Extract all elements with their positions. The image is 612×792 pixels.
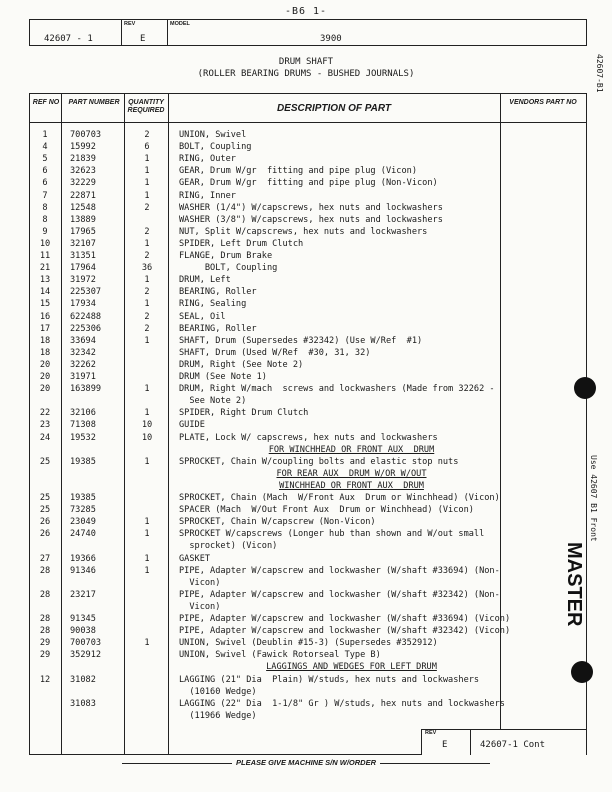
description-cell: SPIDER, Left Drum Clutch: [179, 238, 304, 249]
ref-cell: 12: [39, 674, 51, 685]
part-number-cell: 71308: [70, 420, 96, 431]
description-cell: SEAL, Oil: [179, 311, 226, 322]
part-number-cell: 19385: [70, 493, 96, 503]
ref-cell: 7: [42, 190, 48, 201]
description-cell: DRUM, Right W/mach screws and lockwashers (Made from 32262 -: [179, 384, 495, 395]
description-cell: DRUM, Left: [179, 275, 231, 286]
ref-cell: 8: [42, 214, 48, 225]
page-number: -B6 1-: [284, 6, 328, 17]
description-cell: SPIDER, Right Drum Clutch: [179, 408, 309, 419]
ref-cell: 18: [39, 335, 51, 346]
part-number-cell: 15992: [70, 142, 96, 153]
quantity-cell: 1: [144, 275, 150, 286]
footer-rev-label: REV: [425, 730, 437, 736]
description-cell: (10160 Wedge): [179, 686, 257, 697]
ref-cell: 8: [42, 202, 48, 213]
part-number-cell: 700703: [70, 130, 102, 140]
quantity-cell: 2: [144, 323, 150, 334]
section-heading: FOR REAR AUX DRUM W/OR W/OUT: [276, 468, 427, 479]
section-heading: WINCHHEAD OR FRONT AUX DRUM: [279, 480, 424, 491]
quantity-cell: 1: [144, 565, 150, 576]
description-cell: SPACER (Mach W/Out Front Aux Drum or Winchhead) (Vicon): [179, 505, 474, 516]
part-number-cell: 17934: [70, 299, 96, 310]
part-number-cell: 12548: [70, 202, 96, 213]
footer-cont: 42607-1 Cont: [480, 740, 546, 750]
punch-hole-top: [574, 377, 596, 399]
description-cell: PIPE, Adapter W/capscrew and lockwasher (W/shaft #33694) (Vicon): [179, 614, 511, 624]
ref-cell: 28: [39, 614, 51, 624]
part-number-cell: 352912: [70, 650, 102, 661]
ref-cell: 25: [39, 505, 51, 516]
quantity-cell: 36: [141, 263, 153, 274]
description-cell: UNION, Swivel (Fawick Rotorseal Type B): [179, 650, 381, 661]
description-cell: (11966 Wedge): [179, 710, 257, 721]
ref-cell: 27: [39, 553, 51, 564]
part-number-cell: 23049: [70, 517, 96, 528]
part-number-cell: 24740: [70, 529, 96, 540]
ref-cell: 20: [39, 372, 51, 382]
description-cell: RING, Inner: [179, 190, 236, 201]
ref-cell: 9: [42, 226, 48, 237]
ref-cell: 29: [39, 638, 51, 649]
side-ref-top: 42607-B1: [595, 54, 604, 93]
ref-cell: 18: [39, 347, 51, 358]
quantity-cell: 1: [144, 517, 150, 528]
header-description: DESCRIPTION OF PART: [276, 103, 392, 114]
part-number-cell: 225306: [70, 323, 102, 334]
description-cell: FLANGE, Drum Brake: [179, 251, 273, 261]
quantity-cell: 2: [144, 130, 150, 140]
description-cell: BEARING, Roller: [179, 323, 257, 334]
description-cell: BOLT, Coupling: [179, 263, 278, 274]
part-number-cell: 163899: [70, 384, 102, 395]
description-cell: UNION, Swivel (Deublin #15-3) (Supersedes #352912): [179, 638, 438, 649]
part-number-cell: 622488: [70, 311, 102, 322]
model-label: MODEL: [170, 21, 190, 27]
part-number-cell: 91345: [70, 614, 96, 624]
part-number-cell: 32342: [70, 347, 96, 358]
ref-cell: 20: [39, 359, 51, 370]
section-heading: FOR WINCHHEAD OR FRONT AUX DRUM: [268, 444, 435, 455]
ref-cell: 26: [39, 517, 51, 528]
part-number-cell: 19385: [70, 456, 96, 467]
part-number-cell: 91346: [70, 565, 96, 576]
header-vendor: VENDORS PART NO: [509, 99, 577, 106]
part-number-cell: 225307: [70, 287, 102, 298]
ref-cell: 6: [42, 166, 48, 177]
description-cell: WASHER (3/8") W/capscrews, hex nuts and lockwashers: [179, 214, 443, 225]
part-number-cell: 31083: [70, 698, 96, 709]
description-cell: LAGGING (21" Dia Plain) W/studs, hex nuts and lockwashers: [179, 674, 480, 685]
description-cell: Vicon): [179, 601, 221, 612]
ref-cell: 29: [39, 650, 51, 661]
ref-cell: 24: [39, 432, 51, 443]
rev-label: REV: [124, 21, 136, 27]
description-cell: SPROCKET, Chain W/coupling bolts and elastic stop nuts: [179, 456, 459, 467]
quantity-cell: 10: [141, 432, 153, 443]
description-cell: DRUM (See Note 1): [179, 372, 267, 382]
header-model: 3900: [320, 34, 342, 44]
footer-rev: E: [442, 740, 448, 750]
master-stamp-text: MASTER: [563, 542, 585, 627]
quantity-cell: 1: [144, 384, 150, 395]
ref-cell: 16: [39, 311, 51, 322]
description-cell: RING, Outer: [179, 154, 236, 165]
part-number-cell: 32623: [70, 166, 96, 177]
ref-cell: 1: [42, 130, 48, 140]
ref-cell: 22: [39, 408, 51, 419]
header-box: [29, 19, 587, 46]
quantity-cell: 1: [144, 238, 150, 249]
description-cell: PIPE, Adapter W/capscrew and lockwasher (W/shaft #32342) (Non-: [179, 589, 500, 600]
part-number-cell: 31971: [70, 372, 96, 382]
description-cell: GEAR, Drum W/gr fitting and pipe plug (Vicon): [179, 166, 417, 177]
description-cell: UNION, Swivel: [179, 130, 247, 140]
quantity-cell: 2: [144, 202, 150, 213]
quantity-cell: 2: [144, 251, 150, 261]
description-cell: GASKET: [179, 553, 211, 564]
header-part-number: 42607 - 1: [44, 34, 93, 44]
ref-cell: 17: [39, 323, 51, 334]
quantity-cell: 2: [144, 311, 150, 322]
part-number-cell: 17965: [70, 226, 96, 237]
description-cell: SPROCKET, Chain W/capscrew (Non-Vicon): [179, 517, 376, 528]
description-cell: RING, Sealing: [179, 299, 247, 310]
part-number-cell: 32107: [70, 238, 96, 249]
description-cell: GUIDE: [179, 420, 205, 431]
description-cell: GEAR, Drum W/gr fitting and pipe plug (Non-Vicon): [179, 178, 438, 189]
part-number-cell: 32106: [70, 408, 96, 419]
description-cell: BEARING, Roller: [179, 287, 257, 298]
ref-cell: 5: [42, 154, 48, 165]
description-cell: SPROCKET W/capscrews (Longer hub than shown and W/out small: [179, 529, 485, 540]
part-number-cell: 31082: [70, 674, 96, 685]
header-part-number: PART NUMBER: [68, 99, 120, 106]
master-stamp: [560, 538, 600, 634]
part-number-cell: 700703: [70, 638, 102, 649]
quantity-cell: 1: [144, 166, 150, 177]
ref-cell: 28: [39, 589, 51, 600]
quantity-cell: 10: [141, 420, 153, 431]
ref-cell: 28: [39, 565, 51, 576]
description-cell: LAGGING (22" Dia 1-1/8" Gr ) W/studs, hex nuts and lockwashers: [179, 698, 505, 709]
ref-cell: 14: [39, 287, 51, 298]
ref-cell: 6: [42, 178, 48, 189]
quantity-cell: 1: [144, 529, 150, 540]
description-cell: sprocket) (Vicon): [179, 541, 278, 552]
quantity-cell: 1: [144, 638, 150, 649]
quantity-cell: 2: [144, 287, 150, 298]
ref-cell: 28: [39, 626, 51, 637]
part-number-cell: 32262: [70, 359, 96, 370]
ref-cell: 23: [39, 420, 51, 431]
description-cell: See Note 2): [179, 396, 247, 407]
part-number-cell: 33694: [70, 335, 96, 346]
part-number-cell: 21839: [70, 154, 96, 165]
ref-cell: 26: [39, 529, 51, 540]
ref-cell: 10: [39, 238, 51, 249]
ref-cell: 25: [39, 493, 51, 503]
part-number-cell: 31972: [70, 275, 96, 286]
ref-cell: 4: [42, 142, 48, 153]
description-cell: DRUM, Right (See Note 2): [179, 359, 304, 370]
header-quantity: QUANTITY REQUIRED: [127, 99, 165, 114]
ref-cell: 13: [39, 275, 51, 286]
description-cell: PLATE, Lock W/ capscrews, hex nuts and lockwashers: [179, 432, 438, 443]
part-number-cell: 22871: [70, 190, 96, 201]
part-number-cell: 31351: [70, 251, 96, 261]
quantity-cell: 1: [144, 553, 150, 564]
part-number-cell: 19366: [70, 553, 96, 564]
header-rev: E: [140, 34, 146, 44]
quantity-cell: 1: [144, 408, 150, 419]
description-cell: Vicon): [179, 577, 221, 588]
quantity-cell: 2: [144, 226, 150, 237]
part-number-cell: 73285: [70, 505, 96, 516]
punch-hole-bottom: [571, 661, 593, 683]
header-ref: REF NO: [32, 99, 60, 106]
section-heading: LAGGINGS AND WEDGES FOR LEFT DRUM: [266, 662, 437, 673]
description-cell: SHAFT, Drum (Supersedes #32342) (Use W/Ref #1): [179, 335, 423, 346]
ref-cell: 11: [39, 251, 51, 261]
quantity-cell: 1: [144, 190, 150, 201]
side-use-note: Use 42607 B1 Front: [589, 455, 598, 542]
description-cell: PIPE, Adapter W/capscrew and lockwasher (W/shaft #32342) (Vicon): [179, 626, 511, 637]
description-cell: BOLT, Coupling: [179, 142, 252, 153]
part-number-cell: 13889: [70, 214, 96, 225]
quantity-cell: 1: [144, 178, 150, 189]
ref-cell: 25: [39, 456, 51, 467]
quantity-cell: 6: [144, 142, 150, 153]
title-line1: DRUM SHAFT: [278, 57, 334, 67]
description-cell: SPROCKET, Chain (Mach W/Front Aux Drum or Winchhead) (Vicon): [179, 493, 500, 503]
description-cell: SHAFT, Drum (Used W/Ref #30, 31, 32): [179, 347, 371, 358]
description-cell: NUT, Split W/capscrews, hex nuts and lockwashers: [179, 226, 428, 237]
part-number-cell: 19532: [70, 432, 96, 443]
parts-table: [29, 93, 587, 755]
part-number-cell: 90038: [70, 626, 96, 637]
quantity-cell: 1: [144, 154, 150, 165]
quantity-cell: 1: [144, 299, 150, 310]
title-line2: (ROLLER BEARING DRUMS - BUSHED JOURNALS): [197, 69, 415, 79]
description-cell: PIPE, Adapter W/capscrew and lockwasher (W/shaft #33694) (Non-: [179, 565, 500, 576]
ref-cell: 20: [39, 384, 51, 395]
quantity-cell: 1: [144, 335, 150, 346]
part-number-cell: 32229: [70, 178, 96, 189]
footer-note-text: PLEASE GIVE MACHINE S/N W/ORDER: [235, 758, 376, 767]
ref-cell: 21: [39, 263, 51, 274]
part-number-cell: 17964: [70, 263, 96, 274]
quantity-cell: 1: [144, 456, 150, 467]
part-number-cell: 23217: [70, 589, 96, 600]
footer-note: [0, 758, 612, 767]
ref-cell: 15: [39, 299, 51, 310]
footer-box: [421, 729, 587, 755]
description-cell: WASHER (1/4") W/capscrews, hex nuts and lockwashers: [179, 202, 443, 213]
